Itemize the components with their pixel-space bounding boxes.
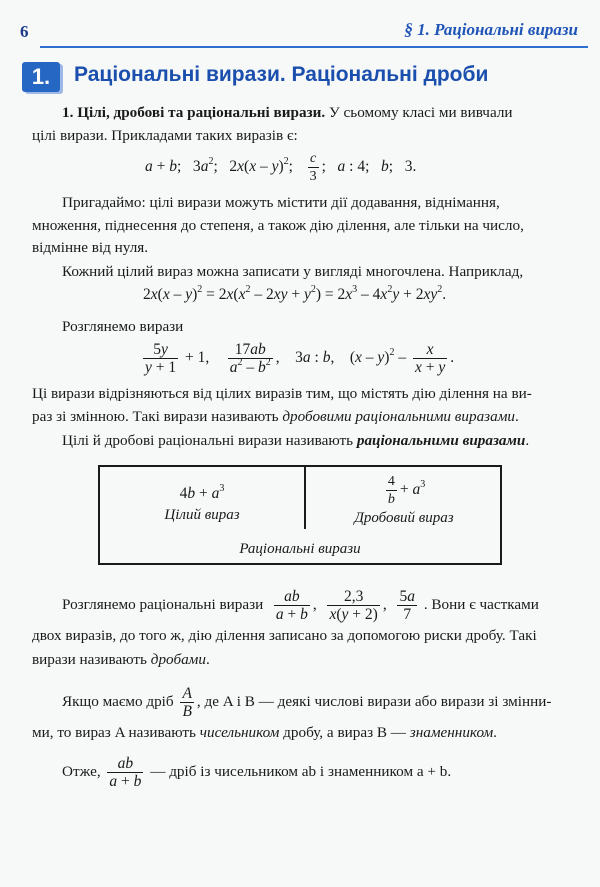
rational-expressions-diagram	[98, 465, 502, 565]
paragraph-numerator-line2	[32, 723, 497, 743]
paragraph-intro-line2: цілі вирази. Прикладами таких виразів є:	[32, 127, 298, 144]
paragraph-example-fraction	[62, 752, 451, 792]
box-left-cell	[100, 485, 304, 524]
fractions-tail: . Вони є частками	[423, 596, 539, 613]
term-fractions: дробами	[150, 651, 206, 668]
term-numerator: чисельником	[199, 724, 280, 741]
section-title: § 1. Раціональні вирази	[404, 20, 578, 39]
label-integer-expression: Цілий вираз	[164, 507, 240, 523]
example-lead: Отже,	[62, 763, 101, 780]
definition-text: Цілі й дробові раціональні вирази називають	[62, 432, 357, 449]
math-polynomial-example: $2x(x - y)^2 = 2x(x^2 - 2xy + y^2) = 2x^3 - 4x^2y + 2xy^2$.	[143, 284, 447, 303]
numerator-text-b: дробу, а вираз B —	[279, 724, 410, 741]
math-integer-examples: a + b; $3a^2$; 2x(x – y)$^2$; $\frac{c}{3}$ ; a : 4; b; 3.	[145, 151, 417, 184]
intro-text: У сьомому класі ми вивчали	[325, 104, 513, 121]
chapter-title: Раціональні вирази. Раціональні дроби	[74, 63, 489, 86]
paragraph-numerator-line1	[62, 682, 551, 722]
fractions-period: .	[205, 651, 210, 668]
paragraph-fractions-line1	[62, 585, 539, 625]
math-fraction-a-over-b: $\frac{A}{B}$	[182, 684, 192, 720]
math-integer-sample: $4b + a^3$	[179, 483, 225, 502]
math-fractional-examples: $\frac{5y}{y + 1}$ + 1, $\frac{17ab}{a^2 - b^2}$ , 3a : b, (x – y)$^2$ – $\frac{x}{x + y}$ .	[145, 341, 455, 376]
paragraph-recall-line2: множення, піднесення до степеня, а також дію ділення, але тільки на число,	[32, 217, 524, 234]
paragraph-recall-line1: Пригадаймо: цілі вирази можуть містити дії додавання, віднімання,	[62, 194, 500, 211]
fractions-lead: Розглянемо раціональні вирази	[62, 596, 264, 613]
page-header	[0, 0, 600, 46]
paragraph-difference-line1: Ці вирази відрізняються від цілих виразів тим, що містять дію ділення на ви-	[32, 385, 532, 402]
label-rational-expressions: Раціональні вирази	[239, 541, 361, 557]
numerator-lead: Якщо маємо дріб	[62, 693, 174, 710]
difference-text: раз зі змінною. Такі вирази називають	[32, 408, 283, 425]
paragraph-intro-line1	[62, 103, 513, 123]
difference-period: .	[514, 408, 519, 425]
paragraph-consider-line1: Розглянемо вирази	[62, 318, 184, 335]
page-number: 6	[20, 22, 29, 41]
paragraph-fractions-line2: двох виразів, до того ж, дію ділення записано за допомогою риски дробу. Такі	[32, 627, 537, 644]
header-rule	[40, 46, 588, 48]
numerator-tail: , де A і B — деякі числові вирази або вирази зі змінни-	[196, 693, 552, 710]
term-rational-expressions: раціональними виразами	[356, 432, 526, 449]
example-tail: — дріб із чисельником ab і знаменником a + b.	[150, 763, 452, 780]
paragraph-fractions-line3	[32, 650, 210, 670]
subsection-heading: 1. Цілі, дробові та раціональні вирази.	[62, 104, 326, 121]
numerator-period: .	[493, 724, 497, 741]
fractions-text: вирази називають	[32, 651, 151, 668]
term-denominator: знаменником	[409, 724, 494, 741]
label-fractional-expression: Дробовий вираз	[354, 510, 454, 526]
math-fraction-examples: $\frac{ab}{a + b}$ , $\frac{2,3}{x(y + 2)}$ , $\frac{5a}{7}$	[275, 587, 415, 623]
definition-period: .	[525, 432, 530, 449]
paragraph-recall-line3: відмінне від нуля.	[32, 239, 149, 256]
numerator-text: ми, то вираз A називають	[32, 724, 200, 741]
paragraph-difference-line2	[32, 407, 519, 427]
term-fractional-rational: дробовими раціональними виразами	[282, 408, 515, 425]
paragraph-rational-definition	[62, 431, 529, 451]
chapter-number-badge: 1.	[22, 62, 60, 92]
math-fraction-ab-over-a-plus-b: $\frac{ab}{a + b}$	[109, 754, 142, 790]
box-right-cell	[306, 473, 502, 527]
math-fractional-sample: $\frac{4}{b}$ + $a^3$	[387, 474, 426, 507]
paragraph-polynomial-line1: Кожний цілий вираз можна записати у вигляді многочлена. Наприклад,	[62, 263, 524, 280]
